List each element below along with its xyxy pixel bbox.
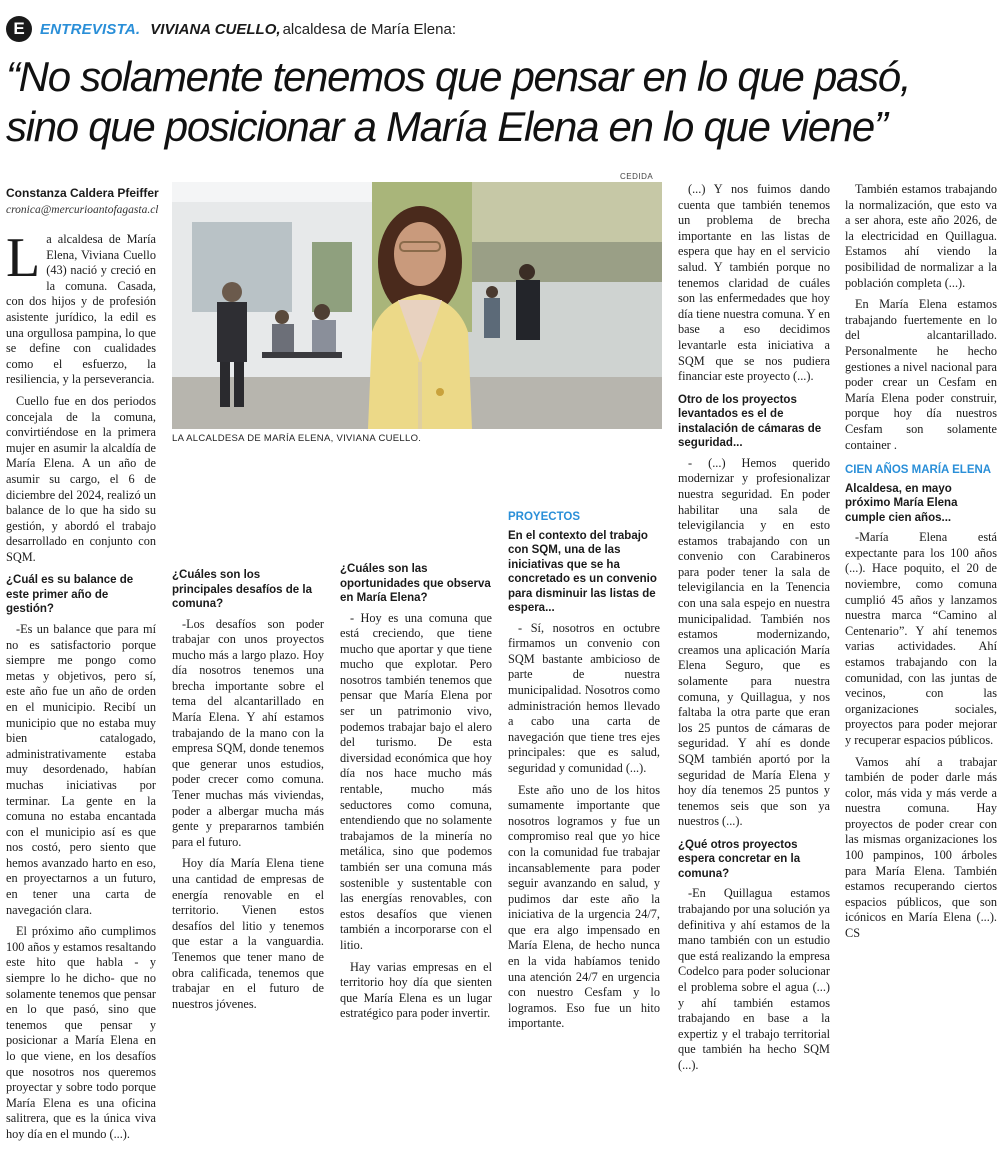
- article-column-2: [172, 458, 324, 1018]
- kicker: [6, 14, 456, 44]
- article-lead-column: [6, 227, 156, 1149]
- interview-question: ¿Cuál es su balance de este primer año de gestión?: [6, 574, 134, 616]
- interviewee-name: VIVIANA CUELLO,: [150, 20, 281, 38]
- lead-paragraph: La alcaldesa de María Elena, Viviana Cuello (43) nació y creció en la comuna. Casada, con dos hijos y de profesión asistente jurídico, la edil es una orgullosa pampina, lo que se define con cualidades como el esfuerzo, la resiliencia, y la perseverancia.: [6, 227, 156, 387]
- article-paragraph: También estamos trabajando la normalización, que esto va a ser ahora, este año 2026, de la electricidad en Quillagua. Estamos ahí viendo la posibilidad de normalizar a la población completa (...).: [845, 182, 997, 290]
- article-paragraph: -En Quillagua estamos trabajando por una solución ya definitiva y ahí estamos de la mano también con un estudio que está realizando la empresa Codelco para poder solucionar el problema sobre el agua (...) y ahí también estamos trabajando en base a la expertiz y el trabajo territorial que también ha hecho SQM (...).: [678, 886, 830, 1072]
- headline-line-1: “No solamente tenemos que pensar en lo que pasó,: [6, 53, 911, 100]
- article-paragraph: (...) Y nos fuimos dando cuenta que también tenemos un problema de brecha importante en las listas de espera que hay en el servicio salud. Y también porque no tenemos claridad de cuáles son las enfermedades que hoy día tiene nuestra comuna. Y en base a eso decidimos levantarle esta iniciativa a SQM que se nos pudiera financiar este proyecto (...).: [678, 182, 830, 384]
- article-paragraph: Hoy día María Elena tiene una cantidad de empresas de energía renovable en el territorio. Vienen estos desafíos del litio y tenemos que estar a la vanguardia. Tenemos que tener mano de obra calificada, tenemos que trabajar en el futuro de nuestros jóvenes.: [172, 856, 324, 1011]
- article-paragraph: - (...) Hemos querido modernizar y profesionalizar nuestra seguridad. En poder habilitar una sala de televigilancia y en esto estamos trabajando con un convenio con Carabineros para poder tener la sala de televigilancia en la Tenencia con una sala espejo en nuestra municipalidad. También nos estamos modernizando, creamos una aplicación María Elena Seguro, que es solamente para nuestra comuna, y Quillagua, y nos faltaba la otra parte que eran los 25 puntos de cámaras de seguridad. Y ahí es donde SQM también aportó por la seguridad de María Elena y hoy día tenemos 25 puntos y tenemos seis que son ya nuestros (...).: [678, 455, 830, 829]
- article-paragraph: -María Elena está expectante para los 100 años (...). Hace poquito, el 20 de noviembre, como comuna cumplió 45 años y lanzamos nuestra marca “Camino al Centenario”. Y ahí tenemos varias actividades. Ahí estamos trabajando con la comunidad, con las juntas de vecinos, con las organizaciones sociales, proyectos para poder mejorar y recuperar espacios públicos.: [845, 530, 997, 747]
- article-paragraph: Vamos ahí a trabajar también de poder darle más color, más vida y más verde a nuestra comuna. Hay proyectos de poder crear con las mismas organizaciones los 100 pampinos, 100 árboles para María Elena. También estamos recuperando ciertos espacios públicos, que son icónicos en María Elena (...). CS: [845, 754, 997, 941]
- headline-line-2: sino que posicionar a María Elena en lo que viene”: [6, 103, 887, 150]
- author-email: cronica@mercurioantofagasta.cl: [6, 204, 159, 216]
- interview-question: ¿Cuáles son las oportunidades que observa en María Elena?: [340, 563, 491, 604]
- section-logo-icon: E: [6, 16, 32, 42]
- article-column-6: [845, 182, 997, 948]
- drop-cap: L: [6, 227, 41, 289]
- interview-question: En el contexto del trabajo con SQM, una de las iniciativas que se ha concretado es un convenio para disminuir las listas de espera...: [508, 529, 657, 615]
- article-paragraph: Este año uno de los hitos sumamente importante que nosotros logramos y fue un compromiso real que yo hice con la comunidad fue trabajar incansablemente para poder seguir avanzando en salud, y pudimos dar este año la iniciativa de la urgencia 24/7, que era algo impensado en María Elena, de hecho nunca en la vida habíamos tenido una atención 24/7 en urgencia con nuestro Cesfam y lo logramos. Eso fue un hito importante.: [508, 782, 660, 1031]
- photo-credit: CEDIDA: [620, 172, 654, 181]
- interview-question: Alcaldesa, en mayo próximo María Elena cumple cien años...: [845, 482, 958, 524]
- interview-question: Otro de los proyectos levantados es el de instalación de cámaras de seguridad...: [678, 393, 822, 450]
- article-paragraph: -Los desafíos son poder trabajar con unos proyectos mucho más a largo plazo. Hoy día nosotros tenemos una brecha importante sobre el tema del alcantarillado en María Elena. Y ahí estamos trabajando de la mano con la empresa SQM, donde tenemos que generar unos estudios, poder crecer como comuna. Tener muchas más viviendas, poder a albergar mucha más gente y prepararnos también para el futuro.: [172, 616, 324, 849]
- headline: [6, 52, 998, 152]
- section-label: ENTREVISTA.: [40, 20, 141, 38]
- interviewee-role: alcaldesa de María Elena:: [282, 20, 456, 38]
- article-paragraph: -Es un balance que para mí no es satisfactorio porque siempre me pongo como metas y objetivos, pero sí, este año fue un año de orden en el municipio. Recibí un municipio que no estaba muy bien catalogado, administrativamente estaba muy desordenado, habían muchas iniciativas por terminar. La gente en la comuna no estaba encantada con el municipio así es que nos costó, pero siento que hemos avanzado harto en eso, en proyectarnos a un futuro, en tener una carta de navegación clara.: [6, 621, 156, 917]
- article-column-5: [678, 182, 830, 1080]
- author-name: Constanza Caldera Pfeiffer: [6, 186, 159, 200]
- article-paragraph: El próximo año cumplimos 100 años y estamos resaltando este hito que habla - y siempre lo he dicho- que no solamente tenemos que pensar en lo que pasó, sino que tenemos que pensar y posicionar a María Elena en lo que viene, en los desafíos que nosotros nos queremos proyectar y sobre todo porque María Elena es una oficina salitrera, que es la única viva hoy día en el mundo (...).: [6, 924, 156, 1141]
- article-photo: [172, 182, 662, 429]
- section-heading: PROYECTOS: [508, 511, 580, 523]
- article-photo-illustration: [172, 182, 662, 429]
- article-paragraph: En María Elena estamos trabajando fuertemente en lo del alcantarillado. Personalmente he hecho gestiones a nivel nacional para poder crear un Cesfam en María Elena poder construir, porque hoy día nuestros Cesfam son solamente container .: [845, 297, 997, 452]
- photo-caption: LA ALCALDESA DE MARÍA ELENA, VIVIANA CUELLO.: [172, 433, 422, 444]
- article-paragraph: - Hoy es una comuna que está creciendo, que tiene mucho que aportar y que tiene mucho que explotar. Pero nosotros también tenemos que pensar que María Elena por ser un patrimonio vivo, podemos trabajar bajo el alero del turismo. De esta diversidad económica que hoy día nos hace mucho más rentable, mucho más seductores como comuna, entendiendo que no solamente trabajamos de la minería no metálica, sino que podemos también ser una comuna más sostenible y sustentable con las energías renovables, con estos desafíos que vienen también a incorporarse con el litio.: [340, 610, 492, 952]
- interview-question: ¿Cuáles son los principales desafíos de la comuna?: [172, 569, 312, 610]
- article-paragraph: - Sí, nosotros en octubre firmamos un convenio con SQM bastante ambicioso de parte de nuestra municipalidad. Nosotros como administración hemos llevado a cabo una carta de navegación que tiene tres ejes principales: que es salud, seguridad y comunidad (...).: [508, 620, 660, 775]
- section-heading: CIEN AÑOS MARÍA ELENA: [845, 464, 992, 477]
- article-paragraph: Hay varias empresas en el territorio hoy día que sienten que María Elena es un lugar estratégico para poder invertir.: [340, 959, 492, 1021]
- article-column-4: [508, 458, 660, 1038]
- interview-question: ¿Qué otros proyectos espera concretar en la comuna?: [678, 838, 801, 880]
- article-column-3: [340, 458, 492, 1028]
- article-paragraph: Cuello fue en dos periodos concejala de la comuna, convirtiéndose en la primera mujer en asumir la alcaldía de María Elena. A un año de asumir su cargo, el 6 de diciembre del 2024, realizó un balance de lo que ha sido su gestión, y abordó el trabajo desarrollado en conjunto con SQM.: [6, 393, 156, 564]
